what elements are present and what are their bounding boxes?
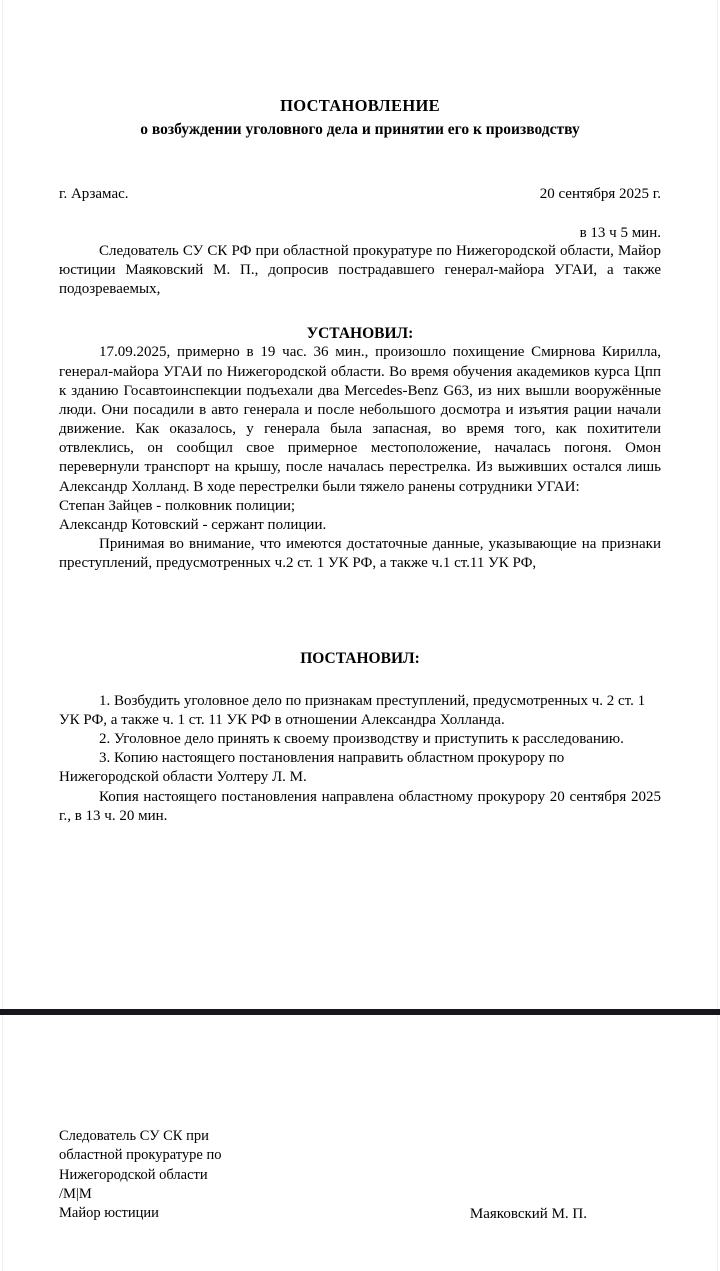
injured-list-item: Александр Котовский - сержант полиции. [59,517,327,534]
established-heading: УСТАНОВИЛ: [306,325,414,343]
signature-block [59,1015,661,1223]
document-subtitle: о возбуждении уголовного дела и принятии его к производству [140,120,580,138]
page-edge-right [717,0,718,1009]
page-edge-left [2,1015,3,1271]
injured-list [59,497,661,535]
signature-line-1: Следователь СУ СК при [59,1128,209,1144]
page-edge-right [717,1015,718,1271]
document-place: г. Арзамас. [59,185,129,202]
signature-line-2: областной прокуратуре по [59,1147,222,1164]
document-title: ПОСТАНОВЛЕНИЕ [280,96,440,115]
intro-paragraph: Следователь СУ СК РФ при областной прокуратуре по Нижегородской области, Майор юстиции Маяковский М. П., допросив пострадавшего генерал-майора УГАИ, а также подозреваемых, [59,242,661,298]
narrative-paragraph: 17.09.2025, примерно в 19 час. 36 мин., произошло похищение Смирнова Кирилла, генерал-майора УГАИ по Нижегородской области. Во время обучения академиков курса Цпп к зданию Госавтоинспекции подъехали два Mercedes-Benz G63, из них вышли вооружённые люди. Они посадили в авто генерала и после небольшого досмотра и изъятия рации начали движение. Как оказалось, у генерала была запасная, во время того, как похитители отвлеклись, он сообщил свое примерное местоположение, началась погоня. Омон перевернули транспорт на крышу, после началась перестрелка. Из выживших остался лишь Александр Холланд. В ходе перестрелки были тяжело ранены сотрудники УГАИ: [59,344,661,495]
injured-list-item: Степан Зайцев - полковник полиции; [59,497,296,514]
resolution-item: 3. Копию настоящего постановления направить областном прокурору по Нижегородской области Уолтеру Л. М. [59,750,565,786]
document-date: 20 сентября 2025 г. [539,185,661,202]
resolved-heading: ПОСТАНОВИЛ: [300,649,420,667]
signature-name: Маяковский М. П. [469,1206,587,1223]
copy-notice-paragraph: Копия настоящего постановления направлена областному прокурору 20 сентября 2025 г., в 13 ч. 20 мин. [59,788,661,824]
document-content [59,0,661,826]
resolution-item: 1. Возбудить уголовное дело по признакам преступлений, предусмотренных ч. 2 ст. 1 УК РФ, а также ч. 1 ст. 11 УК РФ в отношении Александра Холланда. [59,692,646,728]
signature-line-3: Нижегородской области [59,1166,208,1183]
resolution-item: 2. Уголовное дело принять к своему производству и приступить к расследованию. [99,730,624,747]
resolution-list [59,692,661,788]
document-page-two [0,1015,720,1271]
page-edge-left [2,0,3,1009]
document-time: в 13 ч 5 мин. [579,224,661,241]
grounds-paragraph: Принимая во внимание, что имеются достаточные данные, указывающие на признаки преступлений, предусмотренных ч.2 ст. 1 УК РФ, а также ч.1 ст.11 УК РФ, [59,536,661,572]
signature-mark: /М|М [59,1185,92,1202]
signature-rank: Майор юстиции [59,1205,159,1222]
signature-authority [59,1127,249,1223]
signature-row [59,1127,661,1223]
document-meta-row [59,186,661,203]
